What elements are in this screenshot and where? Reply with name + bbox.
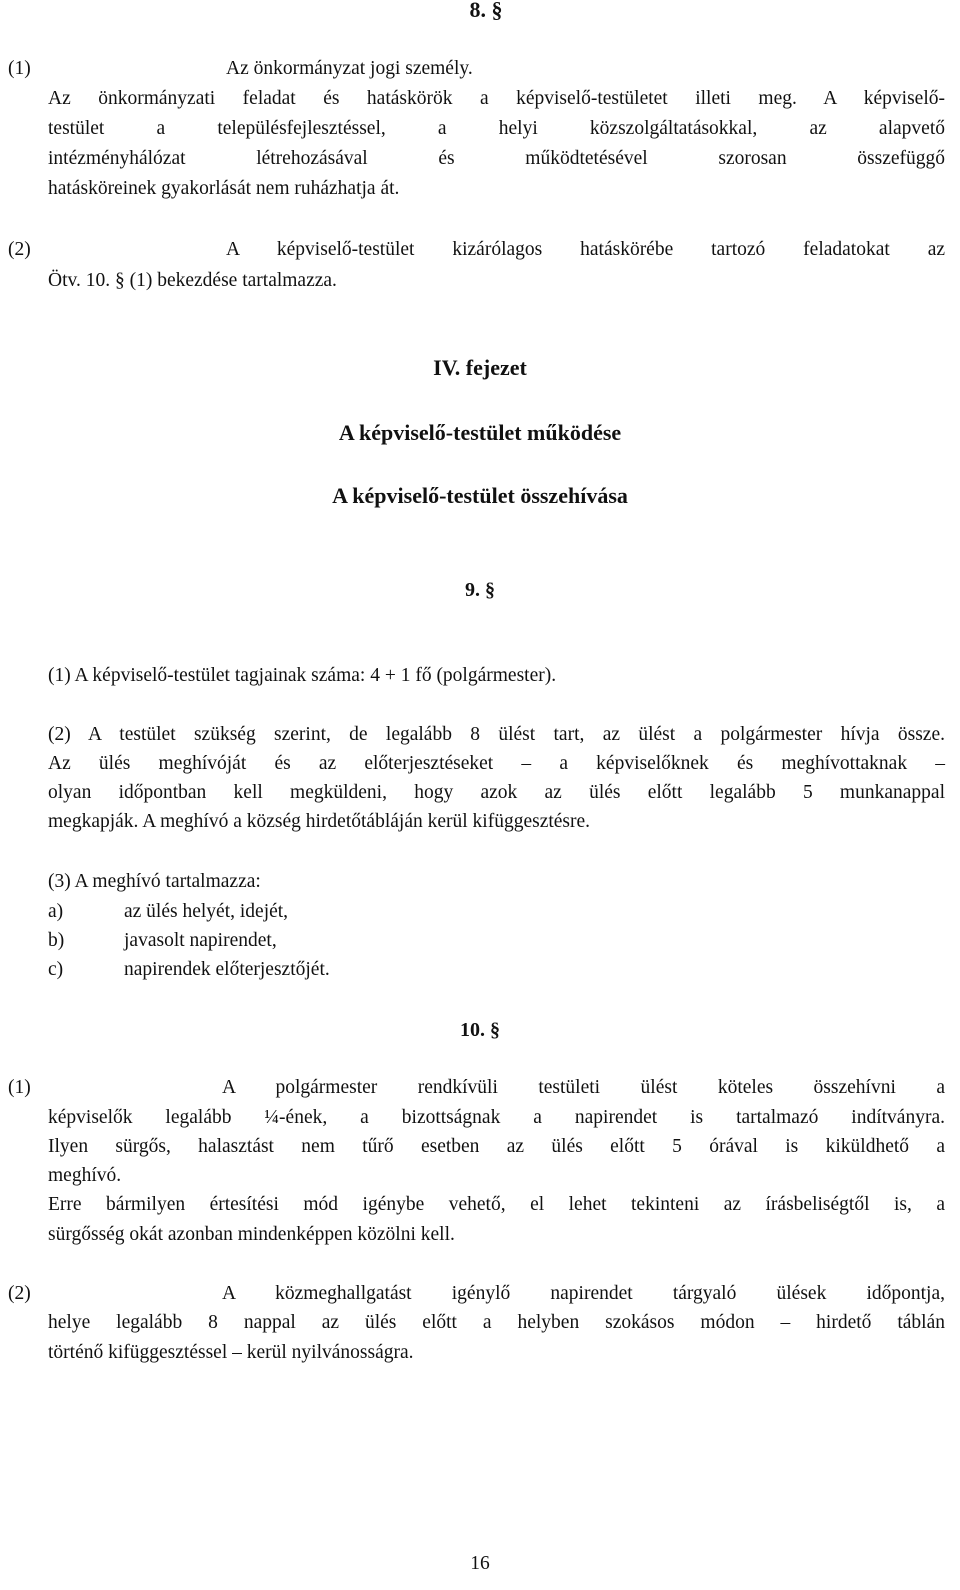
s9-p2-line-4: megkapják. A meghívó a község hirdetőtábláján kerül kifüggesztésre. (48, 811, 591, 832)
s10-p1-first-text: A polgármester rendkívüli testületi ülést köteles összehívni a (222, 1077, 945, 1098)
s10-p1-number: (1) (8, 1077, 31, 1098)
list-label: c) (48, 959, 64, 980)
s10-p2-line-2: történő kifüggesztéssel – kerül nyilvánosságra. (48, 1342, 414, 1363)
list-text: javasolt napirendet, (124, 930, 277, 951)
s9-p3: (3) A meghívó tartalmazza: (48, 871, 261, 892)
s9-p2-line-2: Az ülés meghívóját és az előterjesztéseket – a képviselőknek és meghívottaknak – (48, 753, 945, 774)
s8-p1-number: (1) (8, 58, 31, 79)
s8-p2-last-line: Ötv. 10. § (1) bekezdése tartalmazza. (48, 270, 337, 291)
section-10-heading: 10. § (460, 1019, 500, 1041)
s9-p2-line-1: (2) A testület szükség szerint, de legalább 8 ülést tart, az ülést a polgármester hívja össze. (48, 724, 945, 745)
s8-p1-first-text: Az önkormányzat jogi személy. (226, 58, 473, 79)
s10-p1-line-1: képviselők legalább ¼-ének, a bizottságnak a napirendet is tartalmazó indítványra. (48, 1107, 945, 1128)
s9-p2-line-3: olyan időpontban kell megküldeni, hogy azok az ülés előtt legalább 5 munkanappal (48, 782, 945, 803)
s10-p2-number: (2) (8, 1283, 31, 1304)
list-text: az ülés helyét, idejét, (124, 901, 289, 922)
s10-p2-line-1: helye legalább 8 nappal az ülés előtt a helyben szokásos módon – hirdető táblán (48, 1312, 945, 1333)
s8-p1-line-2: testület a településfejlesztéssel, a helyi közszolgáltatásokkal, az alapvető (48, 118, 945, 139)
s8-p1-line-3: intézményhálózat létrehozásával és működtetésével szorosan összefüggő (48, 148, 945, 169)
chapter-title: A képviselő-testület működése (338, 420, 622, 445)
s10-p1-line-4: Erre bármilyen értesítési mód igénybe vehető, el lehet tekinteni az írásbeliségtől is, a (48, 1194, 945, 1215)
section-8-heading: 8. § (469, 0, 503, 22)
list-label: a) (48, 901, 64, 922)
list-label: b) (48, 930, 65, 951)
s8-p1-line-1: Az önkormányzati feladat és hatáskörök a képviselő-testületet illeti meg. A képviselő- (48, 88, 945, 109)
s10-p2-first-text: A közmeghallgatást igénylő napirendet tárgyaló ülések időpontja, (222, 1283, 945, 1304)
s10-p1-line-2: Ilyen sürgős, halasztást nem tűrő esetben az ülés előtt 5 órával is kiküldhető a (48, 1136, 945, 1157)
s8-p2-number: (2) (8, 239, 31, 260)
list-text: napirendek előterjesztőjét. (124, 959, 330, 980)
s10-p1-line-3: meghívó. (48, 1165, 122, 1186)
s8-p1-line-4: hatásköreinek gyakorlását nem ruházhatja át. (48, 178, 400, 199)
s8-p2-first-text: A képviselő-testület kizárólagos hatáskörébe tartozó feladatokat az (226, 239, 945, 260)
s9-p1: (1) A képviselő-testület tagjainak száma: 4 + 1 fő (polgármester). (48, 665, 557, 686)
s10-p1-line-5: sürgősség okát azonban mindenképpen közölni kell. (48, 1224, 455, 1245)
page-number: 16 (470, 1553, 490, 1574)
chapter-number: IV. fejezet (433, 355, 527, 380)
section-9-heading: 9. § (465, 579, 495, 601)
chapter-subtitle: A képviselő-testület összehívása (332, 483, 628, 508)
